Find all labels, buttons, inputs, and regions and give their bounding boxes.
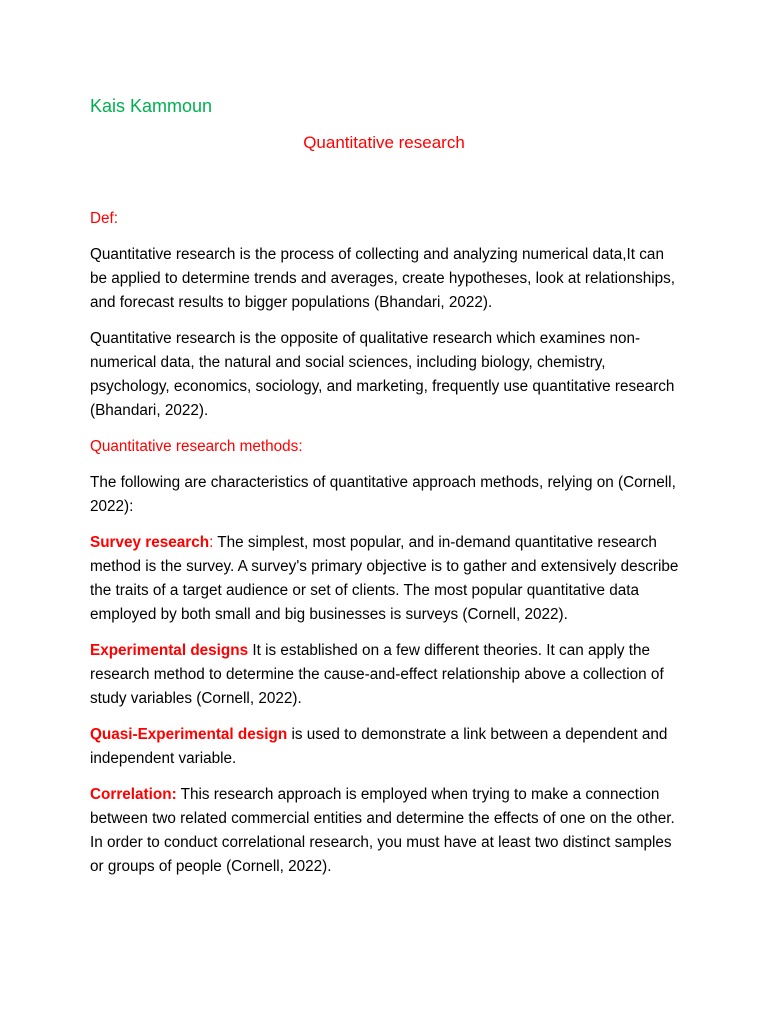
method-correlation — [90, 783, 680, 879]
method-term-separator: : — [209, 534, 214, 551]
methods-heading: Quantitative research methods: — [90, 438, 303, 455]
method-term: Survey research — [90, 534, 210, 551]
method-quasi-experimental-design — [90, 723, 680, 771]
method-term: Correlation: — [90, 786, 177, 803]
method-term: Quasi-Experimental design — [90, 726, 288, 743]
method-description: The simplest, most popular, and in-demand quantitative research method is the survey. A survey's primary objective is to gather and extensively describe the traits of a target audience or set of clients. The most popular quantitative data employed by both small and big businesses is surveys (Cornell, 2022). — [90, 534, 679, 623]
methods-intro: The following are characteristics of quantitative approach methods, relying on (Cornell, 2022): — [90, 474, 676, 515]
method-survey-research — [90, 531, 680, 627]
definition-paragraph-1: Quantitative research is the process of collecting and analyzing numerical data,It can be applied to determine trends and averages, create hypotheses, look at relationships, and forecast results to bigger populations (Bhandari, 2022). — [90, 246, 676, 311]
document-title: Quantitative research — [303, 133, 465, 152]
definition-heading: Def: — [90, 210, 119, 227]
method-description: is used to demonstrate a link between a dependent and independent variable. — [90, 726, 668, 767]
method-description: It is established on a few different theories. It can apply the research method to determine the cause-and-effect relationship above a collection of study variables (Cornell, 2022). — [90, 642, 664, 707]
method-term: Experimental designs — [90, 642, 249, 659]
document-body — [90, 207, 680, 891]
method-description: This research approach is employed when trying to make a connection between two related commercial entities and determine the effects of one on the other. In order to conduct correlational research, you must have at least two distinct samples or groups of people (Cornell, 2022). — [90, 786, 675, 875]
author-name: Kais Kammoun — [90, 96, 213, 116]
definition-paragraph-2: Quantitative research is the opposite of qualitative research which examines non-numerical data, the natural and social sciences, including biology, chemistry, psychology, economics, sociology, and marketing, frequently use quantitative research (Bhandari, 2022). — [90, 330, 675, 419]
method-experimental-designs — [90, 639, 680, 711]
